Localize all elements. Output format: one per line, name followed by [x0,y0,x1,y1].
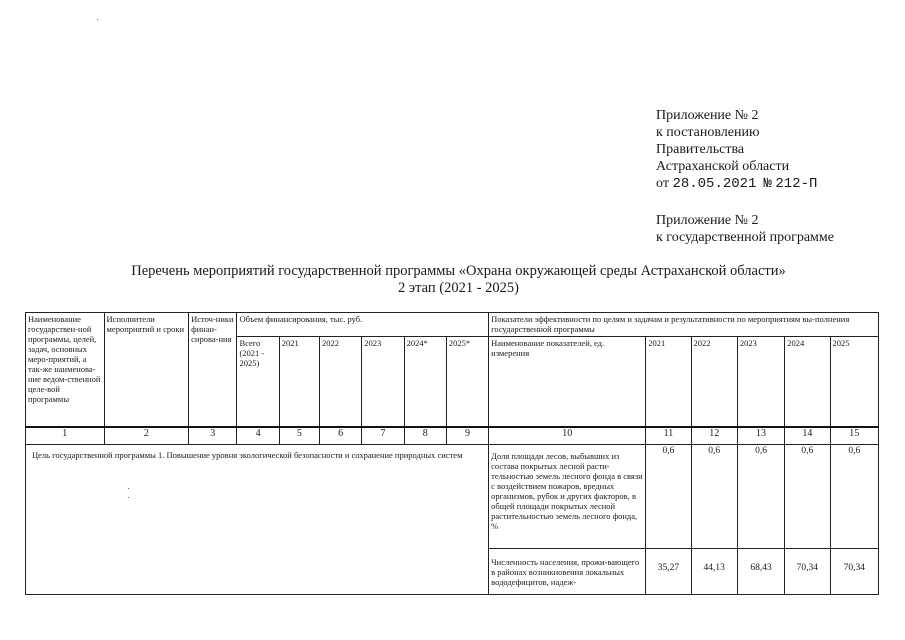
column-number: 3 [189,427,237,445]
header-fin-year: 2021 [279,337,319,427]
column-number: 2 [104,427,189,445]
appendix-region: Астраханской области [656,159,790,174]
header-funding-sources: Источ-ники финан-сирова-ния [189,313,237,427]
indicator-value: 44,13 [691,549,737,595]
indicator-value: 0,6 [646,445,691,549]
header-indicators: Показатели эффективности по целям и задачам и результативности по мероприятиям вы-полнения государственной программы [489,313,879,337]
column-number-row [26,427,879,445]
scan-speck [97,19,98,20]
header-fin-year: 2022 [320,337,362,427]
column-number: 7 [362,427,404,445]
column-number: 4 [237,427,279,445]
column-number: 11 [646,427,691,445]
appendix-program-block [656,212,834,246]
indicator-name: Численность населения, прожи-вающего в районах возникновения локальных вододефицитов, надеж- [489,549,646,595]
column-number: 6 [320,427,362,445]
header-ind-year: 2023 [737,337,784,427]
column-number: 10 [489,427,646,445]
header-fin-total: Всего (2021 - 2025) [237,337,279,427]
decree-number: 212-П [775,176,818,192]
column-number: 5 [279,427,319,445]
column-number: 14 [785,427,830,445]
appendix-government: Правительства [656,142,745,157]
appendix-label: Приложение № 2 [656,213,759,228]
header-financing-volume: Объем финансирования, тыс. руб. [237,313,489,337]
column-number: 12 [691,427,737,445]
appendix-label: Приложение № 2 [656,108,759,123]
number-prefix: № [763,176,772,192]
header-fin-year: 2023 [362,337,404,427]
indicator-value: 70,34 [830,549,879,595]
appendix-decree-block [656,107,817,193]
measures-table [25,312,879,595]
indicator-value: 70,34 [785,549,830,595]
indicator-value: 0,6 [785,445,830,549]
header-executors: Исполнители мероприятий и сроки [104,313,189,427]
indicator-value: 68,43 [737,549,784,595]
document-subtitle: 2 этап (2021 - 2025) [398,280,519,296]
header-fin-year: 2024* [404,337,446,427]
header-fin-year: 2025* [446,337,488,427]
header-ind-year: 2021 [646,337,691,427]
indicator-name: Доля площади лесов, выбывших из состава покрытых лесной расти-тельностью земель лесного фонда в связи с воздействием пожаров, вредных организмов, рубок и других факторов, в общей площади покрытых лесной растительностью земель лесного фонда, % [489,445,646,549]
column-number: 1 [26,427,105,445]
date-prefix: от [656,176,669,191]
appendix-to-decree: к постановлению [656,125,760,140]
header-indicator-name: Наименование показателей, ед. измерения [489,337,646,427]
indicator-value: 0,6 [830,445,879,549]
header-row-1 [26,313,879,337]
document-title: Перечень мероприятий государственной программы «Охрана окружающей среды Астраханской области» [131,263,786,279]
header-ind-year: 2024 [785,337,830,427]
header-program-name: Наименование государствен-ной программы, целей, задач, основных меро-приятий, а так-же наименова-ние ведом-ственной целе-вой программы [26,313,105,427]
decree-date: 28.05.2021 [672,176,757,192]
indicator-value: 0,6 [737,445,784,549]
indicator-value: 35,27 [646,549,691,595]
indicator-value: 0,6 [691,445,737,549]
column-number: 8 [404,427,446,445]
program-goal: Цель государственной программы 1. Повышение уровня экологической безопасности и сохранение природных систем [26,445,489,595]
column-number: 15 [830,427,879,445]
header-ind-year: 2022 [691,337,737,427]
appendix-to-program: к государственной программе [656,230,834,245]
table-row [26,445,879,549]
appendix-date-line [656,175,817,193]
column-number: 13 [737,427,784,445]
column-number: 9 [446,427,488,445]
header-ind-year: 2025 [830,337,879,427]
